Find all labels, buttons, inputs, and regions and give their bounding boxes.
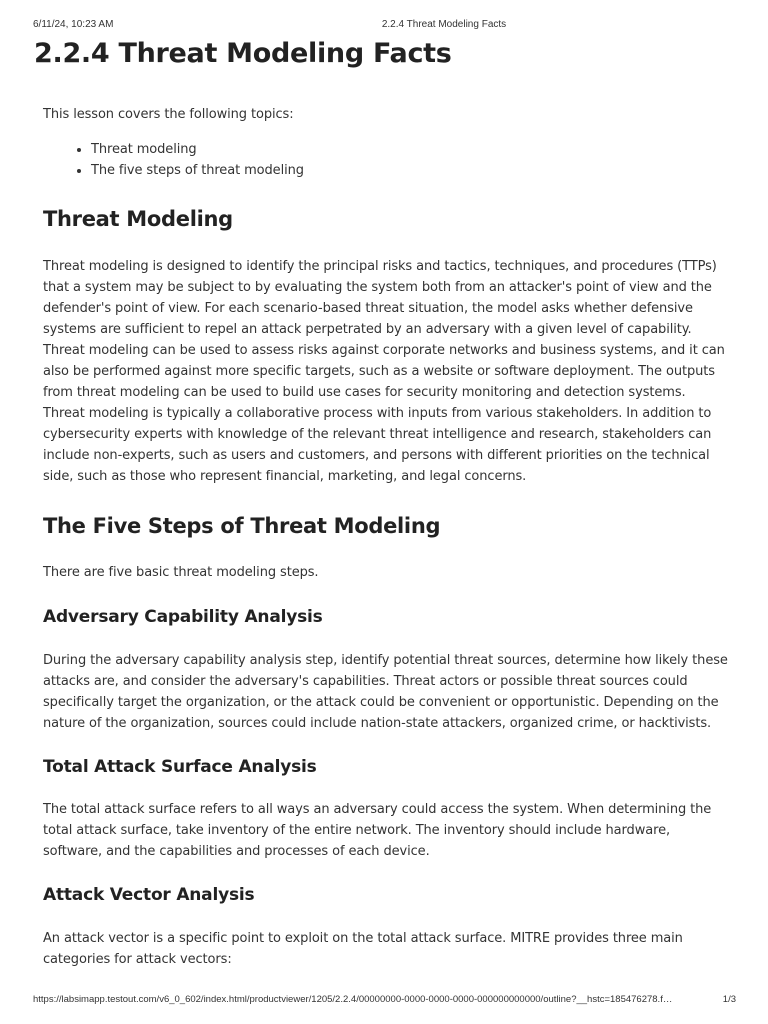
page-title: 2.2.4 Threat Modeling Facts (34, 38, 452, 69)
print-url: https://labsimapp.testout.com/v6_0_602/index.html/productviewer/1205/2.2.4/00000000-0000-0000-0000-000000000000/outline?__hstc=185476278.f… (33, 994, 673, 1005)
print-doc-title: 2.2.4 Threat Modeling Facts (381, 19, 507, 30)
paragraph-total-attack-surface: The total attack surface refers to all ways an adversary could access the system. When determining the total attack surface, take inventory of the entire network. The inventory should include hardware, software, and the capabilities and processes of each device. (43, 802, 712, 859)
heading-five-steps: The Five Steps of Threat Modeling (43, 514, 441, 538)
heading-threat-modeling: Threat Modeling (43, 207, 233, 231)
paragraph-adversary-capability: During the adversary capability analysis step, identify potential threat sources, determine how likely these attacks are, and consider the adversary's capabilities. Threat actors or possible threat sources could specifically target the organization, or the attack could be convenient or opportunistic. Depending on the nature of the organization, sources could include nation-state attackers, organized crime, or hacktivists. (43, 653, 728, 731)
topics-list (43, 139, 728, 181)
heading-total-attack-surface: Total Attack Surface Analysis (43, 757, 317, 777)
intro-text: This lesson covers the following topics: (43, 107, 294, 122)
print-datetime: 6/11/24, 10:23 AM (33, 19, 114, 30)
heading-attack-vector: Attack Vector Analysis (43, 885, 255, 905)
paragraph-attack-vector: An attack vector is a specific point to exploit on the total attack surface. MITRE provides three main categories for attack vectors: (43, 931, 683, 967)
list-item: • The five steps of threat modeling (91, 160, 728, 181)
page-number: 1/3 (722, 994, 736, 1005)
paragraph-threat-modeling: Threat modeling is designed to identify the principal risks and tactics, techniques, and procedures (TTPs) that a system may be subject to by evaluating the system both from an attacker's point of view and the defender's point of view. For each scenario-based threat situation, the model asks whether defensive systems are sufficient to repel an attack perpetrated by an adversary with a given level of capability. Threat modeling can be used to assess risks against corporate networks and business systems, and it can also be performed against more specific targets, such as a website or software deployment. The outputs from threat modeling can be used to build use cases for security monitoring and detection systems. Threat modeling is typically a collaborative process with inputs from various stakeholders. In addition to cybersecurity experts with knowledge of the relevant threat intelligence and research, stakeholders can include non-experts, such as users and customers, and persons with different priorities on the technical side, such as those who represent financial, marketing, and legal concerns. (43, 259, 725, 484)
print-header (0, 19, 768, 33)
lesson-content (43, 104, 728, 970)
list-item: • Threat modeling (91, 139, 728, 160)
paragraph-five-steps: There are five basic threat modeling steps. (43, 565, 319, 580)
heading-adversary-capability: Adversary Capability Analysis (43, 607, 323, 627)
print-footer (0, 994, 768, 1008)
